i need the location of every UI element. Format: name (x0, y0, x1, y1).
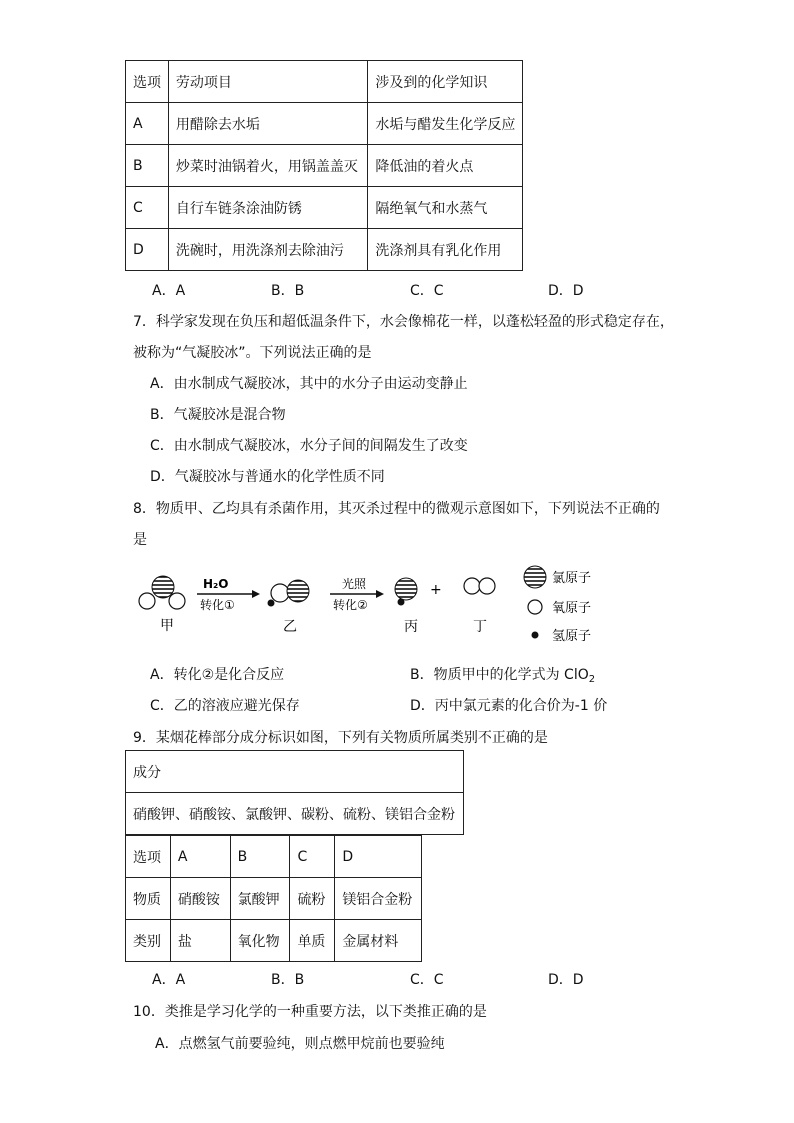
table-cell: 选项 (126, 61, 169, 103)
label-yi: 乙 (283, 619, 297, 635)
diagram-legend (524, 566, 591, 644)
q7-stem-line2: 被称为“气凝胶冰”。下列说法正确的是 (133, 345, 372, 361)
table-cell: 水垢与醋发生化学反应 (368, 103, 523, 145)
arrow2-bottom-label: 转化② (333, 598, 368, 612)
table-cell: 硫粉 (290, 878, 335, 920)
q8-stem-line1: 8．物质甲、乙均具有杀菌作用，其灭杀过程中的微观示意图如下，下列说法不正确的 (133, 501, 660, 517)
ingredients-title: 成分 (126, 751, 464, 793)
table-cell: 氯酸钾 (230, 878, 290, 920)
legend-oxygen: 氧原子 (552, 601, 592, 616)
q7-option-c[interactable]: C．由水制成气凝胶冰，水分子间的间隔发生了改变 (150, 438, 468, 454)
label-ding: 丁 (473, 619, 487, 635)
q7-option-d[interactable]: D．气凝胶冰与普通水的化学性质不同 (150, 469, 385, 485)
arrow2-top-label: 光照 (342, 577, 367, 591)
q7-stem-line1: 7．科学家发现在负压和超低温条件下，水会像棉花一样，以蓬松轻盈的形式稳定存在， (133, 314, 674, 330)
molecule-bing (395, 578, 417, 606)
q7-option-a[interactable]: A．由水制成气凝胶冰，其中的水分子由运动变静止 (150, 376, 468, 392)
answer-option-a[interactable]: A．A (152, 283, 186, 299)
ingredients-content: 硝酸钾、硝酸铵、氯酸钾、碳粉、硫粉、镁铝合金粉 (126, 793, 464, 835)
table-cell: 物质 (126, 878, 171, 920)
table-cell: 盐 (170, 920, 230, 962)
molecule-jia (139, 576, 185, 609)
table-cell: C (290, 836, 335, 878)
table-cell: C (126, 187, 169, 229)
table-cell: 洗碗时，用洗涤剂去除油污 (168, 229, 367, 271)
arrow-conversion-1 (197, 590, 260, 598)
table-cell: 隔绝氧气和水蒸气 (368, 187, 523, 229)
table-cell: 洗涤剂具有乳化作用 (368, 229, 523, 271)
q8-option-b[interactable] (410, 664, 595, 685)
molecule-yi (268, 580, 310, 607)
table-row (126, 793, 464, 835)
q9-options-table (125, 835, 422, 962)
legend-hydrogen: 氢原子 (552, 629, 592, 644)
answer-option-a[interactable]: A．A (152, 972, 186, 988)
label-jia: 甲 (160, 618, 174, 634)
q9-ingredients-table (125, 750, 464, 835)
table-cell: 金属材料 (335, 920, 422, 962)
answer-option-d[interactable]: D．D (548, 972, 584, 988)
table-cell: A (170, 836, 230, 878)
table-cell: 炒菜时油锅着火，用锅盖盖灭 (168, 145, 367, 187)
arrow1-bottom-label: 转化① (200, 598, 235, 612)
arrow-conversion-2 (330, 590, 384, 598)
q8-option-b-subscript: 2 (588, 674, 596, 685)
label-bing: 丙 (404, 619, 418, 635)
table-cell: 降低油的着火点 (368, 145, 523, 187)
q10-stem: 10．类推是学习化学的一种重要方法，以下类推正确的是 (133, 1004, 487, 1020)
table-cell: 氧化物 (230, 920, 290, 962)
q9-answer-row (0, 969, 794, 989)
table-cell: 劳动项目 (168, 61, 367, 103)
q8-option-d[interactable]: D．丙中氯元素的化合价为-1 价 (410, 698, 608, 714)
table-cell: 自行车链条涂油防锈 (168, 187, 367, 229)
q7-option-b[interactable]: B．气凝胶冰是混合物 (150, 407, 286, 423)
table-cell: 类别 (126, 920, 171, 962)
table-cell: A (126, 103, 169, 145)
q8-option-b-text: B．物质甲中的化学式为 ClO (410, 667, 589, 683)
table-row (126, 878, 422, 920)
molecule-ding (464, 578, 495, 594)
q10-option-a[interactable]: A．点燃氢气前要验纯，则点燃甲烷前也要验纯 (155, 1036, 445, 1052)
arrow1-top-label: H₂O (203, 577, 229, 591)
legend-chlorine: 氯原子 (552, 571, 592, 586)
table-cell: 镁铝合金粉 (335, 878, 422, 920)
table-cell: B (126, 145, 169, 187)
answer-option-c[interactable]: C．C (410, 283, 444, 299)
plus-sign: + (430, 582, 442, 598)
q8-option-c[interactable]: C．乙的溶液应避光保存 (150, 698, 300, 714)
answer-option-b[interactable]: B．B (271, 972, 305, 988)
table-cell: D (335, 836, 422, 878)
table-cell: 涉及到的化学知识 (368, 61, 523, 103)
answer-option-b[interactable]: B．B (271, 283, 305, 299)
table-row (126, 836, 422, 878)
table-cell: 选项 (126, 836, 171, 878)
table-row (126, 920, 422, 962)
q8-stem-line2: 是 (133, 532, 147, 548)
q8-option-a[interactable]: A．转化②是化合反应 (150, 667, 285, 683)
answer-option-d[interactable]: D．D (548, 283, 584, 299)
table-cell: 单质 (290, 920, 335, 962)
table-cell: 硝酸铵 (170, 878, 230, 920)
q9-stem: 9．某烟花棒部分成分标识如图，下列有关物质所属类别不正确的是 (133, 730, 548, 746)
table-row (126, 751, 464, 793)
table-cell: B (230, 836, 290, 878)
table-cell: 用醋除去水垢 (168, 103, 367, 145)
table-cell: D (126, 229, 169, 271)
answer-option-c[interactable]: C．C (410, 972, 444, 988)
